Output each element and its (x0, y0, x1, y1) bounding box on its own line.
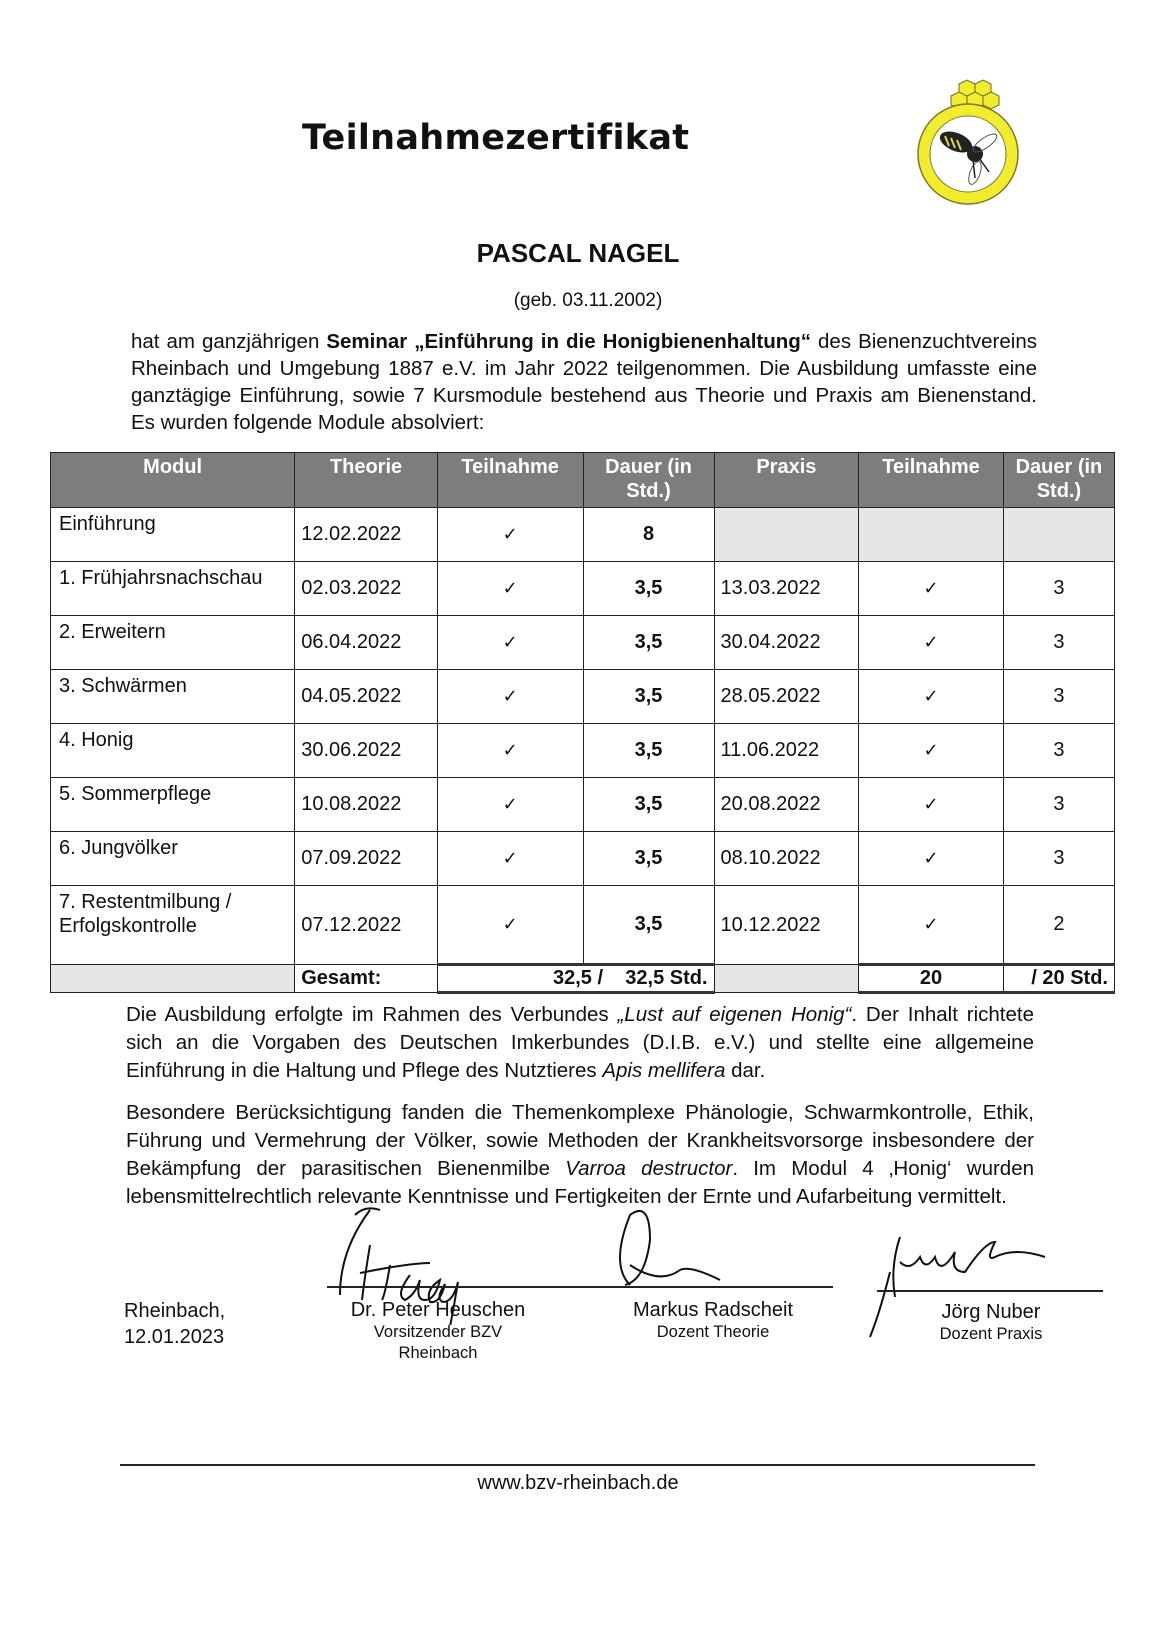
check-icon: ✓ (859, 778, 1004, 832)
paragraph-topics (126, 1099, 1034, 1211)
check-icon: ✓ (859, 562, 1004, 616)
place-date (124, 1298, 225, 1350)
cell-theorie-dauer: 8 (583, 508, 714, 562)
cell-modul: 2. Erweitern (51, 616, 295, 670)
signatory-role: Dozent Theorie (656, 1323, 770, 1341)
cell-theorie-dauer: 3,5 (583, 724, 714, 778)
cell-modul: 3. Schwärmen (51, 670, 295, 724)
place: Rheinbach, (124, 1300, 226, 1322)
header-theorie: Theorie (295, 453, 438, 508)
total-empty (51, 965, 295, 993)
species-name: Varroa destructor (565, 1157, 733, 1180)
check-icon: ✓ (437, 508, 583, 562)
cell-theorie-dauer: 3,5 (583, 670, 714, 724)
signatory-role: Dozent Praxis (939, 1325, 1043, 1343)
cell-praxis-dauer: 3 (1003, 616, 1114, 670)
check-icon: ✓ (437, 724, 583, 778)
total-praxis-hours: 20 (859, 965, 1004, 993)
intro-paragraph (131, 328, 1037, 436)
cell-theorie-dauer: 3,5 (583, 832, 714, 886)
signatory-nuber (906, 1300, 1076, 1345)
check-icon: ✓ (437, 670, 583, 724)
text: . Der Inhalt richtete sich an die Vorgaben des Deutschen Imkerbundes (D.I.B. e.V.) und stellte eine allgemeine Einführung in die Haltung und Pflege des Nutztieres (126, 1003, 1034, 1082)
check-icon: ✓ (437, 886, 583, 965)
intro-text-2: des Bienenzuchtvereins Rheinbach und Umgebung 1887 e.V. im Jahr 2022 teilgenommen. Die Ausbildung umfasste eine ganztägige Einführung, sowie 7 Kursmodule bestehend aus Theorie und Praxis am Bienenstand. Es wurden folgende Module absolviert: (131, 330, 1037, 434)
cell-praxis-date (714, 508, 859, 562)
check-icon: ✓ (437, 616, 583, 670)
cell-theorie-date: 02.03.2022 (295, 562, 438, 616)
check-icon: ✓ (859, 616, 1004, 670)
program-name: „Lust auf eigenen Honig“ (617, 1003, 852, 1026)
cell-praxis-date: 08.10.2022 (714, 832, 859, 886)
cell-theorie-date: 10.08.2022 (295, 778, 438, 832)
total-praxis-std: / 20 Std. (1003, 965, 1114, 993)
check-icon: ✓ (437, 832, 583, 886)
table-total-row (51, 965, 1115, 993)
signatory-name: Markus Radscheit (632, 1299, 794, 1321)
cell-praxis-date: 30.04.2022 (714, 616, 859, 670)
cell-theorie-dauer: 3,5 (583, 886, 714, 965)
signatory-name: Dr. Peter Heuschen (350, 1299, 526, 1321)
check-icon: ✓ (859, 886, 1004, 965)
header-praxis-teilnahme: Teilnahme (859, 453, 1004, 508)
table-header-row (51, 453, 1115, 508)
cell-praxis-date: 10.12.2022 (714, 886, 859, 965)
cell-praxis-date: 11.06.2022 (714, 724, 859, 778)
certificate-title: Teilnahmezertifikat (302, 118, 690, 158)
text: dar. (725, 1059, 766, 1082)
cell-praxis-dauer: 2 (1003, 886, 1114, 965)
header-praxis: Praxis (714, 453, 859, 508)
cell-theorie-dauer: 3,5 (583, 562, 714, 616)
modules-table (50, 452, 1115, 994)
cell-theorie-date: 06.04.2022 (295, 616, 438, 670)
header-theorie-dauer: Dauer (in Std.) (583, 453, 714, 508)
cell-praxis-dauer: 3 (1003, 562, 1114, 616)
signatory-name: Jörg Nuber (941, 1301, 1041, 1323)
cell-theorie-dauer: 3,5 (583, 778, 714, 832)
intro-text-1: hat am ganzjährigen (131, 330, 327, 353)
cell-theorie-date: 12.02.2022 (295, 508, 438, 562)
cell-theorie-date: 30.06.2022 (295, 724, 438, 778)
cell-modul: 1. Frühjahrsnachschau (51, 562, 295, 616)
footer-divider (120, 1464, 1035, 1466)
cell-praxis-teilnahme (859, 508, 1004, 562)
table-row (51, 670, 1115, 724)
total-label: Gesamt: (295, 965, 438, 993)
table-row (51, 616, 1115, 670)
paragraph-program (126, 1001, 1034, 1085)
total-theorie: 32,5 / 32,5 Std. (437, 965, 714, 993)
table-row (51, 562, 1115, 616)
cell-modul: 5. Sommerpflege (51, 778, 295, 832)
cell-praxis-date: 13.03.2022 (714, 562, 859, 616)
header-modul: Modul (51, 453, 295, 508)
text: . Im Modul 4 ‚Honig‘ wurden lebensmittelrechtlich relevante Kenntnisse und Fertigkeiten der Ernte und Aufarbeitung vermittelt. (126, 1157, 1034, 1208)
header-praxis-dauer: Dauer (in Std.) (1003, 453, 1114, 508)
table-row (51, 724, 1115, 778)
signatory-role: Rheinbach (398, 1344, 478, 1362)
text: Besondere Berücksichtigung fanden die Themenkomplexe Phänologie, Schwarmkontrolle, Ethik, Führung und Vermehrung der Völker, sowie Methoden der Krankheitsvorsorge insbesondere der Bekämpfung der parasitischen Bienenmilbe (126, 1101, 1034, 1180)
cell-theorie-date: 04.05.2022 (295, 670, 438, 724)
signatory-heuschen (323, 1298, 553, 1364)
cell-praxis-dauer (1003, 508, 1114, 562)
check-icon: ✓ (859, 724, 1004, 778)
cell-modul: 7. Restentmilbung / Erfolgskontrolle (51, 886, 295, 965)
seminar-title: Seminar „Einführung in die Honigbienenhaltung“ (326, 330, 812, 353)
date: 12.01.2023 (124, 1326, 225, 1348)
header-theorie-teilnahme: Teilnahme (437, 453, 583, 508)
signature-line-praxis (877, 1290, 1103, 1292)
table-row (51, 832, 1115, 886)
cell-praxis-date: 28.05.2022 (714, 670, 859, 724)
recipient-birthdate: (geb. 03.11.2002) (513, 290, 663, 311)
signatory-role: Vorsitzender BZV (373, 1323, 503, 1341)
check-icon: ✓ (437, 778, 583, 832)
cell-praxis-date: 20.08.2022 (714, 778, 859, 832)
total-empty-praxis (714, 965, 859, 993)
cell-theorie-date: 07.12.2022 (295, 886, 438, 965)
check-icon: ✓ (437, 562, 583, 616)
cell-praxis-dauer: 3 (1003, 832, 1114, 886)
check-icon: ✓ (859, 670, 1004, 724)
table-row (51, 508, 1115, 562)
recipient-name: PASCAL NAGEL (476, 238, 680, 268)
cell-theorie-date: 07.09.2022 (295, 832, 438, 886)
cell-praxis-dauer: 3 (1003, 670, 1114, 724)
signature-line-theorie (327, 1286, 833, 1288)
footer-url: www.bzv-rheinbach.de (477, 1472, 679, 1494)
cell-modul: 4. Honig (51, 724, 295, 778)
species-name: Apis mellifera (602, 1059, 726, 1082)
cell-praxis-dauer: 3 (1003, 724, 1114, 778)
cell-theorie-dauer: 3,5 (583, 616, 714, 670)
cell-praxis-dauer: 3 (1003, 778, 1114, 832)
signatory-radscheit (608, 1298, 818, 1343)
text: Die Ausbildung erfolgte im Rahmen des Verbundes (126, 1003, 618, 1026)
table-row (51, 886, 1115, 965)
check-icon: ✓ (859, 832, 1004, 886)
cell-modul: Einführung (51, 508, 295, 562)
table-row (51, 778, 1115, 832)
cell-modul: 6. Jungvölker (51, 832, 295, 886)
bee-club-logo-icon (903, 78, 1033, 208)
